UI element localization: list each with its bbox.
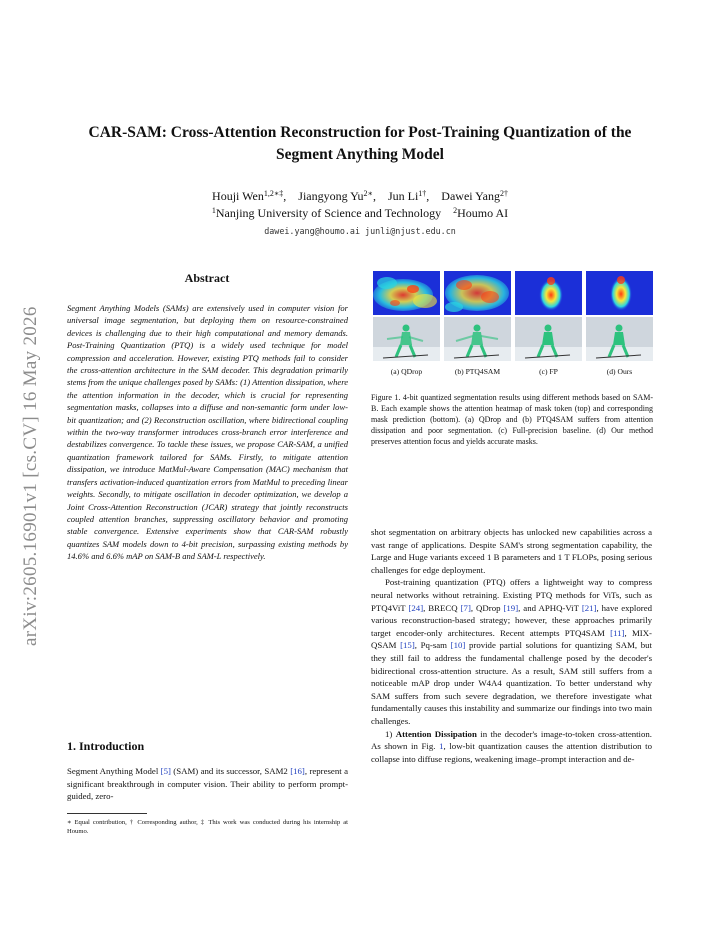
- footnote: ∗ Equal contribution, † Corresponding author, ‡ This work was conducted during his internship at Houmo.: [67, 819, 348, 835]
- author-name: Jun Li: [387, 189, 419, 203]
- figure-link[interactable]: 1: [439, 741, 444, 752]
- citation-link[interactable]: [19]: [503, 602, 519, 613]
- subfigure-label: (d) Ours: [606, 367, 633, 376]
- author-marks: 1†: [418, 189, 427, 198]
- affiliation-name: Nanjing University of Science and Technology: [215, 206, 442, 220]
- text-run: , MIX-QSAM: [371, 627, 652, 651]
- subfigure-label: (a) QDrop: [390, 367, 423, 376]
- affiliation-mark: 2: [453, 206, 458, 215]
- text-run: , low-bit quantization causes the attention distribution to collapse into diffuse regions, weakening image–prompt interaction and de-: [371, 741, 652, 764]
- attention-heatmap: [515, 271, 582, 315]
- intro-paragraph: [67, 765, 348, 803]
- affiliation-list: [100, 205, 620, 222]
- author-marks: 2∗: [363, 189, 373, 198]
- citation-link[interactable]: [5]: [160, 766, 171, 776]
- figure-1: [373, 271, 653, 381]
- attention-heatmap: [373, 271, 440, 315]
- text-run: 1): [385, 728, 396, 739]
- citation-link[interactable]: [11]: [610, 627, 625, 638]
- text-run: , represent a significant breakthrough in computer vision. Their ability to perform prompt-guided, zero-: [67, 766, 348, 802]
- citation-link[interactable]: [16]: [290, 766, 305, 776]
- author-emails: dawei.yang@houmo.ai junli@njust.edu.cn: [264, 226, 456, 236]
- attention-heatmap: [444, 271, 511, 315]
- right-column-text: [371, 526, 652, 765]
- text-run: Segment Anything Model: [67, 766, 161, 776]
- text-run: , QDrop: [470, 602, 504, 613]
- citation-link[interactable]: [21]: [581, 602, 597, 613]
- author-marks: 1,2∗‡: [263, 189, 284, 198]
- paragraph: [371, 728, 652, 766]
- author-marks: 2†: [499, 189, 508, 198]
- citation-link[interactable]: [24]: [408, 602, 424, 613]
- affiliation-name: Houmo AI: [457, 206, 509, 220]
- text-run: , BRECQ: [423, 602, 461, 613]
- paper-title: CAR-SAM: Cross-Attention Reconstruction for Post-Training Quantization of the Segment Anything Model: [88, 124, 632, 163]
- text-run: in the decoder's image-to-token cross-attention. As shown in Fig.: [371, 728, 653, 752]
- abstract-heading: Abstract: [184, 271, 230, 285]
- author-name: Jiangyong Yu: [298, 189, 364, 203]
- text-run: Post-training quantization (PTQ) offers a lightweight way to compress neural networks without retraining. Existing PTQ methods for ViTs, such as PTQ4ViT: [371, 577, 652, 613]
- author-list: Houji Wen$^{1,2∗\ddagger}$, Jiangyong $Yu^{2∗}$, Jun $Li^{1\dagger}$, Dawei Yang$^{2\dagger}$: [212, 189, 508, 203]
- author-name: Dawei Yang: [441, 189, 500, 203]
- author-name: Houji Wen: [212, 189, 264, 203]
- arxiv-stamp: arXiv:2605.16901v1 [cs.CV] 16 May 2026: [20, 306, 41, 646]
- paragraph: [371, 576, 652, 727]
- citation-link[interactable]: [15]: [400, 640, 415, 651]
- affiliation-mark: 1: [211, 206, 216, 215]
- mask-prediction: [586, 317, 653, 361]
- text-run: , and APHQ-ViT: [518, 602, 582, 613]
- figure-caption: Figure 1. 4-bit quantized segmentation results using different methods based on SAM-B. Each example shows the attention heatmap of mask token (top) and corresponding mask prediction (bottom). (a) QDrop and (b) PTQ4SAM suffers from attention dissipation and poor segmentation. (c) Full-precision baseline. (d) Our method preserves attention focus and yields accurate masks.: [371, 393, 653, 447]
- citation-link[interactable]: [7]: [460, 602, 471, 613]
- paragraph: shot segmentation on arbitrary objects has unlocked new capabilities across a vast range of applications. Despite SAM's strong segmentation capability, the Large and Huge variants exceed 1 B parameters and 1 T FLOPs, posing serious challenges for edge deployment.: [371, 527, 652, 575]
- section-heading: 1. Introduction: [67, 739, 145, 753]
- mask-prediction: [373, 317, 440, 361]
- subfigure-label: (b) PTQ4SAM: [454, 367, 501, 376]
- attention-heatmap: [586, 271, 653, 315]
- text-run: , have explored various reconstruction-based strategy; however, these approaches primarily target encoder-only architectures. Recent attempts PTQ4SAM: [371, 602, 653, 638]
- footnote-rule: [67, 813, 147, 814]
- mask-prediction: [515, 317, 582, 361]
- text-run: , Pq-sam: [414, 640, 451, 651]
- subfigure-label: (c) FP: [539, 367, 558, 376]
- abstract-text: Segment Anything Models (SAMs) are extensively used in computer vision for universal image segmentation, but deploying them on resource-constrained devices is challenging due to their high computational and memory demands. Post-Training Quantization (PTQ) is a widely used technique for model compression and acceleration. However, existing PTQ methods fail to consider the cross-attention architecture in the SAM decoder. This degradation primarily stems from the unique challenges posed by SAMs: (1) Attention dissipation, where the attention information in the decoder, which is crucial for representing segmentation masks, collapses into a diffuse and non-semantic form under low-bit quantization; and (2) Reconstruction oscillation, where bidirectional coupling within the two-way transformer introduces cross-branch error interference and destabilizes convergence. To tackle these issues, we propose CAR-SAM, a unified quantization framework tailored for SAMs. Firstly, to mitigate attention dissipation, we introduce MatMul-Aware Compensation (MAC) mechanism that transfers activation-induced quantization errors from MatMul to preceding linear weights. Secondly, to mitigate oscillation in decoder optimization, we develop a Joint Cross-Attention Reconstruction (JCAR) strategy that jointly reconstructs coupled attention branches, suppressing oscillatory behavior and promoting stable convergence. Extensive experiments show that CAR-SAM robustly quantizes SAM models down to 4-bit precision, surpassing existing methods by 14.6% and 6.6% mAP on SAM-B and SAM-L respectively.: [67, 303, 348, 562]
- text-run: provide partial solutions for quantizing SAM, but they still fail to address the fundamental challenge posed by the decoder's bidirectional cross-attention structure. As a result, SAM still suffers from a noticeable mAP drop under W4A4 quantization. To better understand why SAM suffers from such severe degradation, we therefore investigate what fundamentally causes this instability and summarize our findings into two main challenges.: [371, 640, 652, 726]
- text-run: (SAM) and its successor, SAM2: [170, 766, 291, 776]
- bold-term: Attention Dissipation: [395, 728, 477, 739]
- mask-prediction: [444, 317, 511, 361]
- citation-link[interactable]: [10]: [450, 640, 466, 651]
